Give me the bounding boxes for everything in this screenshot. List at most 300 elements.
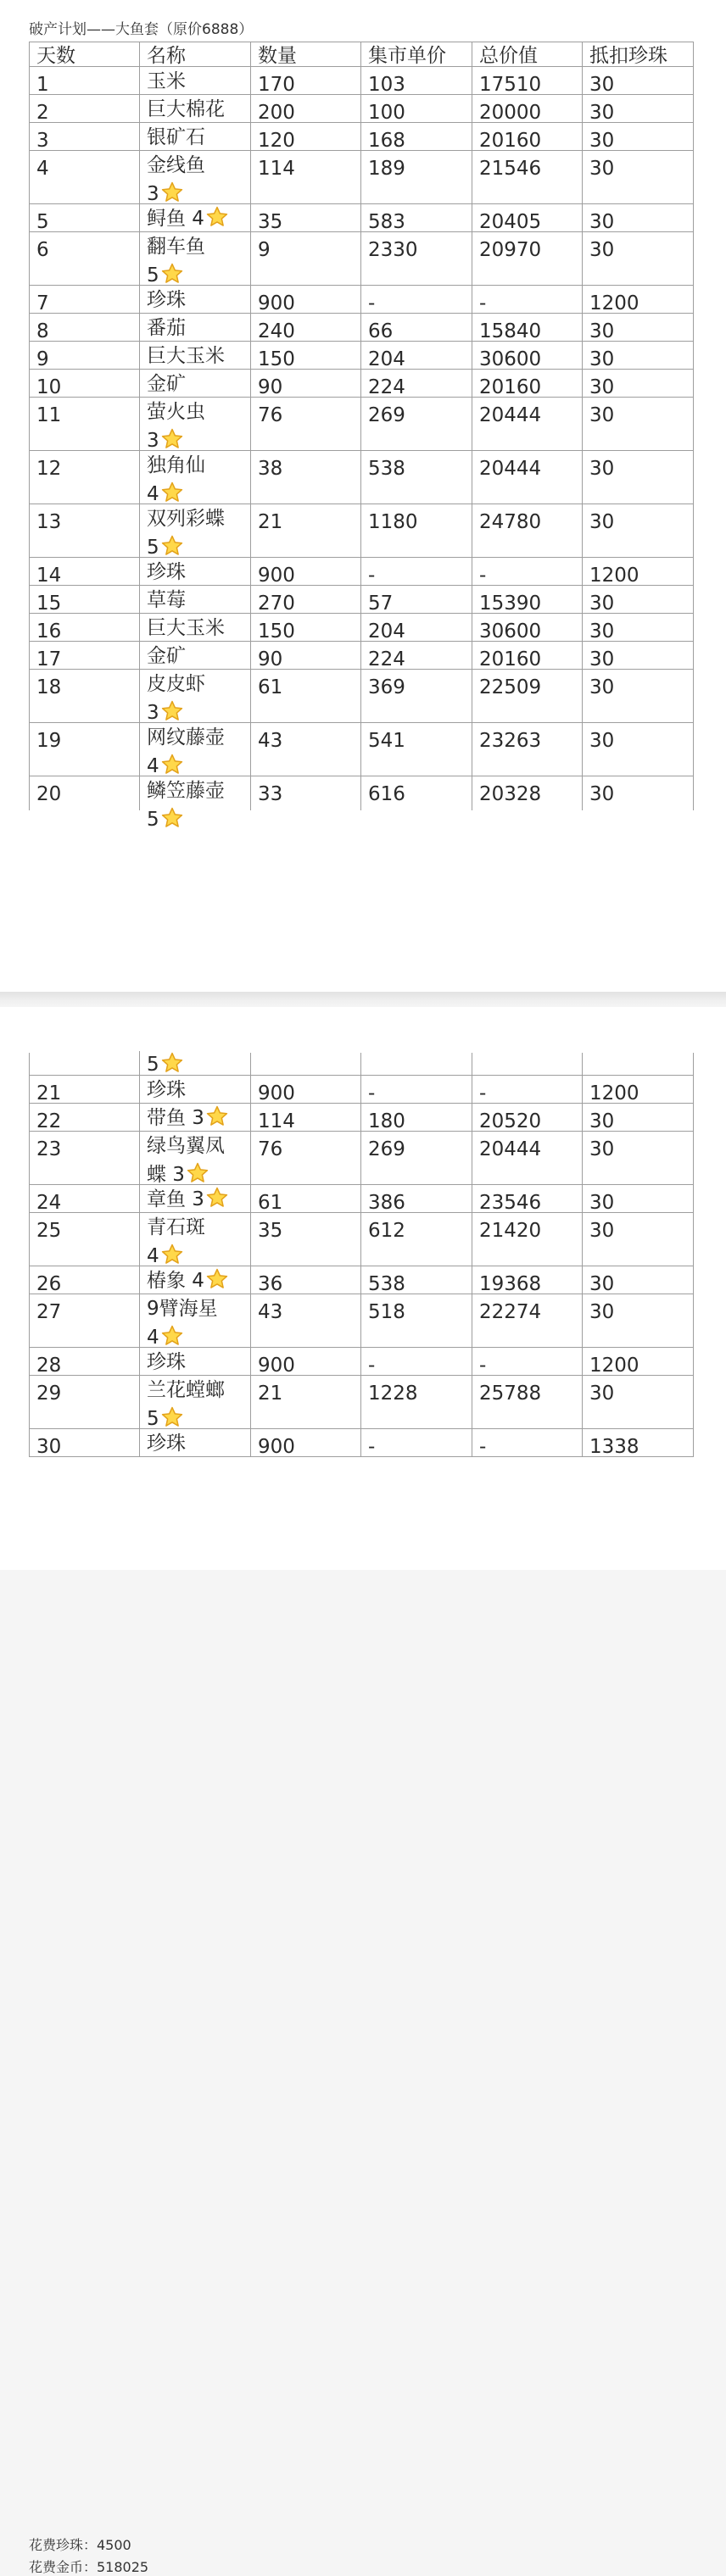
header-name: 名称 <box>139 42 251 67</box>
name-text-2: 5 <box>147 1054 159 1076</box>
name-text: 巨大棉花 <box>147 98 225 120</box>
cell-continuation <box>250 1053 361 1076</box>
cell-day: 13 <box>29 504 140 558</box>
cell-name <box>139 1076 251 1104</box>
page-divider <box>0 992 726 1007</box>
cell-name <box>139 1104 251 1132</box>
cell-name <box>139 1213 251 1266</box>
cell-total-value: - <box>472 1429 583 1457</box>
footer-pearl-cost: 花费珍珠：4500 <box>29 2537 131 2553</box>
name-text: 银矿石 <box>147 126 205 148</box>
cell-name <box>139 398 251 451</box>
name-text: 珍珠 <box>147 561 186 583</box>
cell-unit-price: 189 <box>360 151 472 204</box>
cell-total-value: 20444 <box>472 1132 583 1185</box>
name-text: 9臂海星 <box>147 1298 218 1320</box>
cell-pearl-deduction: 1200 <box>582 1348 694 1376</box>
name-text: 珍珠 <box>147 289 186 311</box>
cell-total-value: 17510 <box>472 67 583 95</box>
cell-name <box>139 67 251 95</box>
cell-name <box>139 286 251 314</box>
cell-name <box>139 1348 251 1376</box>
cell-quantity: 9 <box>250 232 361 286</box>
cell-pearl-deduction: 30 <box>582 642 694 670</box>
name-text-2: 3 <box>147 430 159 452</box>
cell-quantity: 114 <box>250 1104 361 1132</box>
cell-pearl-deduction: 30 <box>582 614 694 642</box>
page-1 <box>0 0 726 992</box>
cell-quantity: 76 <box>250 398 361 451</box>
name-text: 青石斑 <box>147 1216 205 1238</box>
cell-unit-price: 180 <box>360 1104 472 1132</box>
cell-unit-price: - <box>360 1429 472 1457</box>
cell-quantity: 35 <box>250 204 361 232</box>
header-unit-price: 集市单价 <box>360 42 472 67</box>
name-text: 网纹藤壶 <box>147 726 225 748</box>
cell-unit-price: 204 <box>360 614 472 642</box>
cell-unit-price: 386 <box>360 1185 472 1213</box>
name-text: 金矿 <box>147 373 186 395</box>
cell-total-value: 20520 <box>472 1104 583 1132</box>
star-icon <box>160 806 184 830</box>
name-line <box>147 314 251 342</box>
cell-pearl-deduction: 30 <box>582 1213 694 1266</box>
cell-name <box>139 723 251 776</box>
table-row <box>29 1104 694 1132</box>
name-text: 珍珠 <box>147 1351 186 1373</box>
cell-pearl-deduction: 30 <box>582 1294 694 1348</box>
name-line <box>147 1076 251 1104</box>
cell-total-value: - <box>472 1076 583 1104</box>
cell-unit-price: - <box>360 558 472 586</box>
cell-name <box>139 370 251 398</box>
header-total-value: 总价值 <box>472 42 583 67</box>
header-day: 天数 <box>29 42 140 67</box>
name-text: 皮皮虾 <box>147 673 205 695</box>
cell-quantity: 21 <box>250 1376 361 1429</box>
name-text: 巨大玉米 <box>147 617 225 639</box>
cell-unit-price: 538 <box>360 1266 472 1294</box>
table-row <box>29 451 694 504</box>
name-line <box>147 558 251 587</box>
name-line <box>147 614 251 643</box>
cell-quantity: 900 <box>250 286 361 314</box>
table-row <box>29 370 694 398</box>
name-line <box>147 398 251 426</box>
cell-day: 15 <box>29 586 140 614</box>
cell-day: 24 <box>29 1185 140 1213</box>
table-row <box>29 586 694 614</box>
cell-pearl-deduction: 30 <box>582 504 694 558</box>
table-row <box>29 1213 694 1266</box>
name-text-2: 4 <box>147 1327 159 1349</box>
name-text: 萤火虫 <box>147 401 205 423</box>
cell-total-value: 21420 <box>472 1213 583 1266</box>
cell-pearl-deduction: 30 <box>582 232 694 286</box>
cell-name <box>139 204 251 232</box>
table-row <box>29 504 694 558</box>
cell-unit-price: 2330 <box>360 232 472 286</box>
cell-name <box>139 642 251 670</box>
cell-quantity: 43 <box>250 1294 361 1348</box>
table-row <box>29 558 694 586</box>
cell-name <box>139 451 251 504</box>
cell-total-value: 15390 <box>472 586 583 614</box>
star-icon <box>160 699 184 723</box>
cell-pearl-deduction: 1200 <box>582 558 694 586</box>
cell-total-value: - <box>472 286 583 314</box>
name-text: 章鱼 3 <box>147 1188 204 1210</box>
cell-quantity: 61 <box>250 1185 361 1213</box>
cell-pearl-deduction: 30 <box>582 370 694 398</box>
table-row <box>29 1076 694 1104</box>
cell-day: 16 <box>29 614 140 642</box>
cell-unit-price: 1228 <box>360 1376 472 1429</box>
name-text: 番茄 <box>147 317 186 339</box>
cell-unit-price: 103 <box>360 67 472 95</box>
cell-day: 19 <box>29 723 140 776</box>
name-line <box>147 776 251 805</box>
name-line <box>147 1132 251 1160</box>
name-line <box>147 642 251 670</box>
name-line <box>147 151 251 180</box>
name-text-2: 蝶 3 <box>147 1164 185 1186</box>
cell-pearl-deduction: 30 <box>582 95 694 123</box>
cell-pearl-deduction: 30 <box>582 314 694 342</box>
star-icon <box>205 1267 229 1291</box>
cell-name <box>139 776 251 831</box>
table-row <box>29 204 694 232</box>
cell-unit-price: 224 <box>360 370 472 398</box>
table-row <box>29 123 694 151</box>
name-line <box>147 1376 251 1405</box>
cell-total-value: 20444 <box>472 451 583 504</box>
name-text-2: 5 <box>147 537 159 559</box>
cell-total-value: - <box>472 558 583 586</box>
cell-unit-price: 204 <box>360 342 472 370</box>
name-line <box>147 95 251 124</box>
name-text: 鲟鱼 4 <box>147 208 204 230</box>
cell-unit-price: 66 <box>360 314 472 342</box>
cell-quantity: 900 <box>250 1429 361 1457</box>
cell-unit-price: - <box>360 1076 472 1104</box>
cell-name <box>139 1294 251 1348</box>
table-row <box>29 67 694 95</box>
table-row <box>29 1294 694 1348</box>
cell-day: 11 <box>29 398 140 451</box>
table-row <box>29 1376 694 1429</box>
cell-name <box>139 1376 251 1429</box>
table-row <box>29 95 694 123</box>
cell-name <box>139 232 251 286</box>
cell-day: 2 <box>29 95 140 123</box>
cell-day: 17 <box>29 642 140 670</box>
cell-day: 23 <box>29 1132 140 1185</box>
table-row <box>29 232 694 286</box>
cell-unit-price: - <box>360 286 472 314</box>
name-text: 珍珠 <box>147 1433 186 1455</box>
name-text-2: 5 <box>147 264 159 287</box>
cell-pearl-deduction: 30 <box>582 204 694 232</box>
cell-name <box>139 558 251 586</box>
cell-name <box>139 1132 251 1185</box>
cell-quantity: 900 <box>250 1348 361 1376</box>
star-icon <box>205 1186 229 1210</box>
name-line <box>147 586 251 615</box>
cell-continuation <box>29 1053 140 1076</box>
cell-pearl-deduction: 30 <box>582 723 694 776</box>
name-line <box>147 286 251 314</box>
cell-pearl-deduction: 30 <box>582 451 694 504</box>
cell-day: 18 <box>29 670 140 723</box>
cell-quantity: 90 <box>250 370 361 398</box>
table-row <box>29 614 694 642</box>
table-row <box>29 1429 694 1457</box>
cell-day: 28 <box>29 1348 140 1376</box>
star-icon <box>160 753 184 776</box>
footer-gold-cost: 花费金币：518025 <box>29 2559 149 2575</box>
cell-unit-price: 57 <box>360 586 472 614</box>
cell-total-value: 23263 <box>472 723 583 776</box>
cell-unit-price: 269 <box>360 1132 472 1185</box>
cell-unit-price: 100 <box>360 95 472 123</box>
document-title: 破产计划——大鱼套（原价6888） <box>29 21 254 38</box>
table-row <box>29 342 694 370</box>
name-text: 兰花螳螂 <box>147 1379 225 1401</box>
name-line <box>147 1104 251 1132</box>
cell-pearl-deduction: 30 <box>582 776 694 810</box>
cell-quantity: 76 <box>250 1132 361 1185</box>
cell-quantity: 150 <box>250 614 361 642</box>
name-line-2 <box>147 805 251 834</box>
cell-pearl-deduction: 30 <box>582 586 694 614</box>
cell-quantity: 61 <box>250 670 361 723</box>
cell-day: 26 <box>29 1266 140 1294</box>
cell-unit-price: 538 <box>360 451 472 504</box>
star-icon <box>160 534 184 558</box>
cell-day: 7 <box>29 286 140 314</box>
cell-unit-price: 583 <box>360 204 472 232</box>
data-table <box>29 42 694 949</box>
name-line <box>147 370 251 398</box>
table-header-row <box>29 42 694 67</box>
cell-day: 5 <box>29 204 140 232</box>
table-row <box>29 1132 694 1185</box>
cell-pearl-deduction: 30 <box>582 1185 694 1213</box>
table-row <box>29 670 694 723</box>
cell-unit-price: 269 <box>360 398 472 451</box>
cell-total-value: 22274 <box>472 1294 583 1348</box>
table-row <box>29 1348 694 1376</box>
table-row <box>29 642 694 670</box>
name-text-2: 4 <box>147 1245 159 1267</box>
cell-pearl-deduction: 30 <box>582 398 694 451</box>
cell-quantity: 150 <box>250 342 361 370</box>
cell-pearl-deduction: 1200 <box>582 286 694 314</box>
header-pearl-deduction: 抵扣珍珠 <box>582 42 694 67</box>
cell-quantity: 114 <box>250 151 361 204</box>
star-icon <box>160 481 184 504</box>
cell-quantity: 36 <box>250 1266 361 1294</box>
cell-name <box>139 586 251 614</box>
cell-name <box>139 151 251 204</box>
cell-total-value: 20160 <box>472 370 583 398</box>
table-row <box>29 776 694 831</box>
cell-total-value: 30600 <box>472 614 583 642</box>
name-text: 绿鸟翼凤 <box>147 1135 225 1157</box>
name-line <box>147 1185 251 1214</box>
name-line <box>147 670 251 698</box>
cell-unit-price: - <box>360 1348 472 1376</box>
name-line <box>147 1266 251 1295</box>
cell-day: 29 <box>29 1376 140 1429</box>
star-icon <box>160 1051 184 1075</box>
cell-total-value: 20970 <box>472 232 583 286</box>
cell-unit-price: 369 <box>360 670 472 723</box>
cell-day: 14 <box>29 558 140 586</box>
cell-unit-price: 168 <box>360 123 472 151</box>
cell-name <box>139 342 251 370</box>
cell-name <box>139 670 251 723</box>
cell-pearl-deduction: 1338 <box>582 1429 694 1457</box>
cell-name <box>139 95 251 123</box>
name-line <box>147 1213 251 1242</box>
cell-name <box>139 1429 251 1457</box>
cell-pearl-deduction: 30 <box>582 342 694 370</box>
name-line <box>147 723 251 752</box>
star-icon <box>160 1243 184 1266</box>
name-text-2: 4 <box>147 483 159 505</box>
cell-pearl-deduction: 30 <box>582 1266 694 1294</box>
cell-name <box>139 504 251 558</box>
name-text: 金线鱼 <box>147 154 205 176</box>
cell-quantity: 270 <box>250 586 361 614</box>
cell-pearl-deduction: 30 <box>582 670 694 723</box>
table-row <box>29 1185 694 1213</box>
cell-pearl-deduction: 1200 <box>582 1076 694 1104</box>
cell-quantity: 200 <box>250 95 361 123</box>
cell-total-value: 20000 <box>472 95 583 123</box>
cell-quantity: 38 <box>250 451 361 504</box>
cell-quantity: 240 <box>250 314 361 342</box>
cell-day: 30 <box>29 1429 140 1457</box>
name-text: 玉米 <box>147 70 186 92</box>
name-line <box>147 232 251 261</box>
cell-day: 21 <box>29 1076 140 1104</box>
name-text: 金矿 <box>147 645 186 667</box>
cell-quantity: 900 <box>250 1076 361 1104</box>
name-text-2: 5 <box>147 1408 159 1430</box>
cell-quantity: 33 <box>250 776 361 810</box>
cell-day: 25 <box>29 1213 140 1266</box>
table-row <box>29 151 694 204</box>
cell-day: 12 <box>29 451 140 504</box>
cell-total-value: 15840 <box>472 314 583 342</box>
name-text: 巨大玉米 <box>147 345 225 367</box>
cell-quantity: 170 <box>250 67 361 95</box>
cell-pearl-deduction: 30 <box>582 1104 694 1132</box>
cell-total-value: 25788 <box>472 1376 583 1429</box>
table-row <box>29 398 694 451</box>
cell-day: 1 <box>29 67 140 95</box>
cell-day: 4 <box>29 151 140 204</box>
cell-day: 20 <box>29 776 140 810</box>
cell-name <box>139 1185 251 1213</box>
cell-total-value: 22509 <box>472 670 583 723</box>
name-text: 珍珠 <box>147 1079 186 1101</box>
cell-pearl-deduction: 30 <box>582 1132 694 1185</box>
cell-total-value: 30600 <box>472 342 583 370</box>
name-text: 翻车鱼 <box>147 236 205 258</box>
cell-total-value: 24780 <box>472 504 583 558</box>
name-text: 草莓 <box>147 589 186 611</box>
star-icon <box>160 427 184 451</box>
table-row <box>29 1266 694 1294</box>
cell-unit-price: 541 <box>360 723 472 776</box>
table-row <box>29 723 694 776</box>
cell-unit-price: 518 <box>360 1294 472 1348</box>
cell-total-value: 20160 <box>472 642 583 670</box>
cell-pearl-deduction: 30 <box>582 67 694 95</box>
cell-continuation <box>360 1053 472 1076</box>
name-line <box>147 342 251 370</box>
name-line <box>147 204 251 233</box>
cell-total-value: 20444 <box>472 398 583 451</box>
cell-quantity: 43 <box>250 723 361 776</box>
star-icon <box>160 181 184 204</box>
header-quantity: 数量 <box>250 42 361 67</box>
cell-total-value: 21546 <box>472 151 583 204</box>
cell-pearl-deduction: 30 <box>582 1376 694 1429</box>
star-icon <box>186 1161 209 1185</box>
cell-total-value: 20328 <box>472 776 583 810</box>
cell-quantity: 900 <box>250 558 361 586</box>
cell-total-value: 20405 <box>472 204 583 232</box>
cell-quantity: 120 <box>250 123 361 151</box>
cell-day: 8 <box>29 314 140 342</box>
name-text: 双列彩蝶 <box>147 508 225 530</box>
cell-day: 3 <box>29 123 140 151</box>
cell-continuation <box>472 1053 583 1076</box>
cell-pearl-deduction: 30 <box>582 123 694 151</box>
name-text: 椿象 4 <box>147 1270 204 1292</box>
name-text-2: 5 <box>147 809 159 831</box>
cell-total-value: - <box>472 1348 583 1376</box>
cell-day: 6 <box>29 232 140 286</box>
data-table-continued <box>29 1053 694 1527</box>
name-line <box>147 67 251 96</box>
cell-day: 9 <box>29 342 140 370</box>
name-line <box>147 123 251 152</box>
cell-unit-price: 616 <box>360 776 472 810</box>
cell-total-value: 23546 <box>472 1185 583 1213</box>
name-line <box>147 1429 251 1458</box>
name-text-2: 3 <box>147 702 159 724</box>
cell-name <box>139 314 251 342</box>
name-line <box>147 504 251 533</box>
cell-name <box>139 614 251 642</box>
star-icon <box>160 1324 184 1348</box>
table-row <box>29 286 694 314</box>
name-text: 鳞笠藤壶 <box>147 780 225 802</box>
table-row-continuation <box>29 1053 694 1076</box>
name-text: 带鱼 3 <box>147 1107 204 1129</box>
name-text-2: 4 <box>147 755 159 777</box>
cell-name <box>139 123 251 151</box>
cell-unit-price: 1180 <box>360 504 472 558</box>
cell-unit-price: 224 <box>360 642 472 670</box>
table-row <box>29 314 694 342</box>
